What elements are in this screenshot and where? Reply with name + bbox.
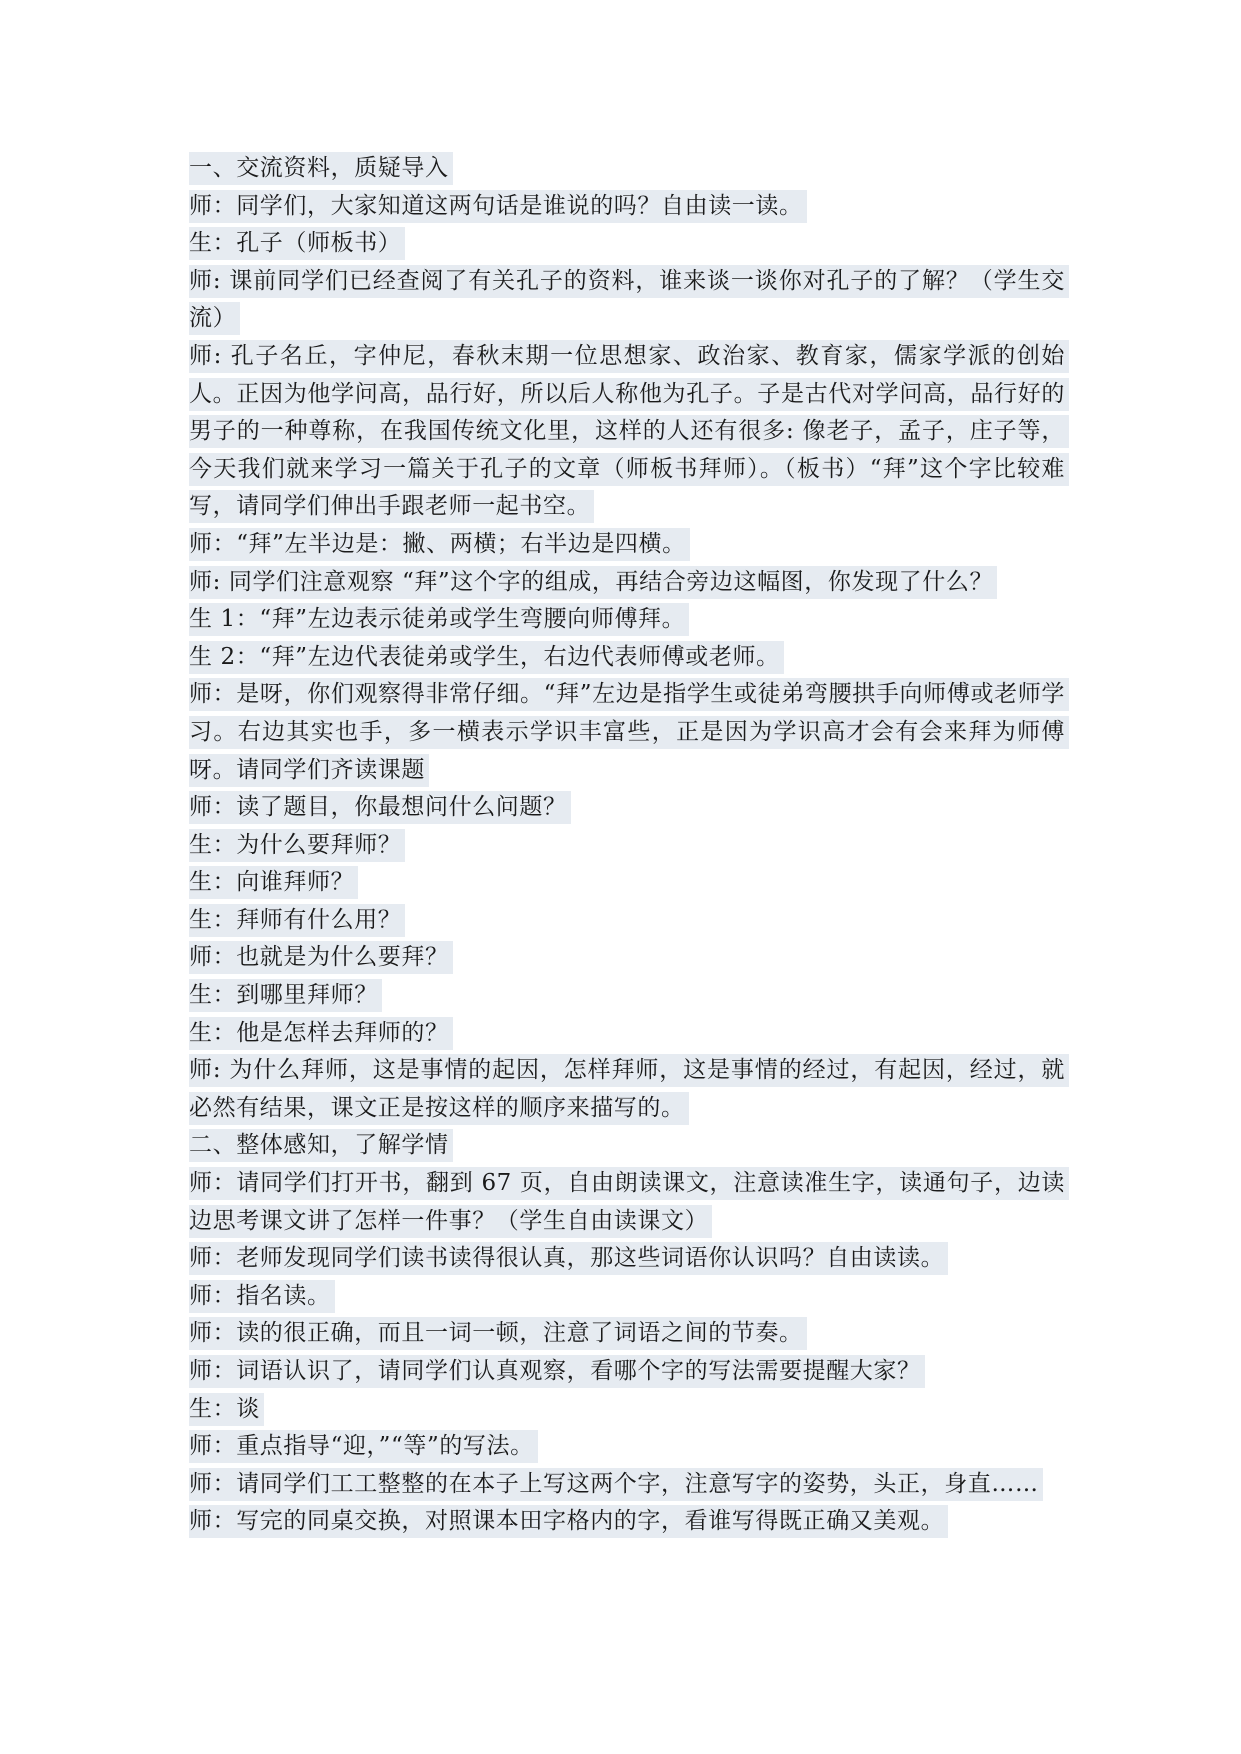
paragraph-text: 生 1：“拜”左边表示徒弟或学生弯腰向师傅拜。 — [189, 603, 689, 636]
paragraph-text: 师：也就是为什么要拜？ — [189, 941, 453, 974]
dialogue-line — [189, 526, 1069, 564]
dialogue-line — [189, 902, 1069, 940]
paragraph-text: 生：谈 — [189, 1393, 264, 1426]
paragraph-text: 师：重点指导“迎，”“等”的写法。 — [189, 1430, 538, 1463]
paragraph-text: 师：读了题目，你最想问什么问题？ — [189, 791, 571, 824]
paragraph-text: 师：同学们，大家知道这两句话是谁说的吗？自由读一读。 — [189, 190, 807, 223]
paragraph-text: 师：写完的同桌交换，对照课本田字格内的字，看谁写得既正确又美观。 — [189, 1505, 948, 1538]
paragraph-text: 生：孔子（师板书） — [189, 227, 405, 260]
dialogue-line — [189, 1466, 1069, 1504]
paragraph-text: 生：他是怎样去拜师的？ — [189, 1017, 453, 1050]
dialogue-line — [189, 827, 1069, 865]
paragraph-text: 二、整体感知，了解学情 — [189, 1129, 453, 1162]
section-heading-1 — [189, 150, 1069, 188]
paragraph-text: 生：到哪里拜师？ — [189, 979, 382, 1012]
paragraph-text: 师：请同学们打开书，翻到 67 页，自由朗读课文，注意读准生字，读通句子，边读边思考课文讲了怎样一件事？（学生自由读课文） — [189, 1167, 1069, 1238]
paragraph-text: 生 2：“拜”左边代表徒弟或学生，右边代表师傅或老师。 — [189, 641, 784, 674]
dialogue-line — [189, 601, 1069, 639]
dialogue-line — [189, 939, 1069, 977]
paragraph-text: 师：读的很正确，而且一词一顿，注意了词语之间的节奏。 — [189, 1317, 807, 1350]
dialogue-line — [189, 1503, 1069, 1541]
paragraph-text: 师：指名读。 — [189, 1280, 335, 1313]
dialogue-line — [189, 676, 1069, 789]
dialogue-line — [189, 1278, 1069, 1316]
dialogue-line — [189, 338, 1069, 526]
dialogue-line — [189, 789, 1069, 827]
paragraph-text: 师：“拜”左半边是：撇、两横；右半边是四横。 — [189, 528, 690, 561]
dialogue-line — [189, 1428, 1069, 1466]
dialogue-line — [189, 639, 1069, 677]
dialogue-line — [189, 1052, 1069, 1127]
paragraph-text: 生：拜师有什么用？ — [189, 904, 405, 937]
paragraph-text: 师：是呀，你们观察得非常仔细。“拜”左边是指学生或徒弟弯腰拱手向师傅或老师学习。右边其实也手，多一横表示学识丰富些，正是因为学识高才会有会来拜为师傅呀。请同学们齐读课题 — [189, 678, 1069, 786]
dialogue-line — [189, 977, 1069, 1015]
document-body — [189, 150, 1069, 1541]
paragraph-text: 生：为什么要拜师？ — [189, 829, 405, 862]
paragraph-text: 师: 课前同学们已经查阅了有关孔子的资料，谁来谈一谈你对孔子的了解？（学生交流） — [189, 265, 1069, 336]
paragraph-text: 师: 孔子名丘，字仲尼，春秋末期一位思想家、政治家、教育家，儒家学派的创始人。正因为他学问高，品行好，所以后人称他为孔子。子是古代对学问高，品行好的男子的一种尊称，在我国传统文化里，这样的人还有很多: 像老子，孟子，庄子等，今天我们就来学习一篇关于孔子的文章（师板书拜师）。（板书）“拜”这个字比较难写，请同学们伸出手跟老师一起书空。 — [189, 340, 1069, 523]
section-heading-2 — [189, 1127, 1069, 1165]
dialogue-line — [189, 1240, 1069, 1278]
dialogue-line — [189, 188, 1069, 226]
paragraph-text: 师：请同学们工工整整的在本子上写这两个字，注意写字的姿势，头正，身直…… — [189, 1468, 1043, 1501]
paragraph-text: 一、交流资料，质疑导入 — [189, 152, 453, 185]
dialogue-line — [189, 1015, 1069, 1053]
paragraph-text: 师：词语认识了，请同学们认真观察，看哪个字的写法需要提醒大家？ — [189, 1355, 925, 1388]
paragraph-text: 师: 为什么拜师，这是事情的起因，怎样拜师，这是事情的经过，有起因，经过，就必然有结果，课文正是按这样的顺序来描写的。 — [189, 1054, 1069, 1125]
dialogue-line — [189, 1391, 1069, 1429]
paragraph-text: 生：向谁拜师？ — [189, 866, 358, 899]
dialogue-line — [189, 564, 1069, 602]
dialogue-line — [189, 1353, 1069, 1391]
paragraph-text: 师: 同学们注意观察 “拜”这个字的组成，再结合旁边这幅图，你发现了什么？ — [189, 566, 997, 599]
dialogue-line — [189, 1315, 1069, 1353]
dialogue-line — [189, 1165, 1069, 1240]
dialogue-line — [189, 263, 1069, 338]
dialogue-line — [189, 225, 1069, 263]
dialogue-line — [189, 864, 1069, 902]
paragraph-text: 师：老师发现同学们读书读得很认真，那这些词语你认识吗？自由读读。 — [189, 1242, 948, 1275]
